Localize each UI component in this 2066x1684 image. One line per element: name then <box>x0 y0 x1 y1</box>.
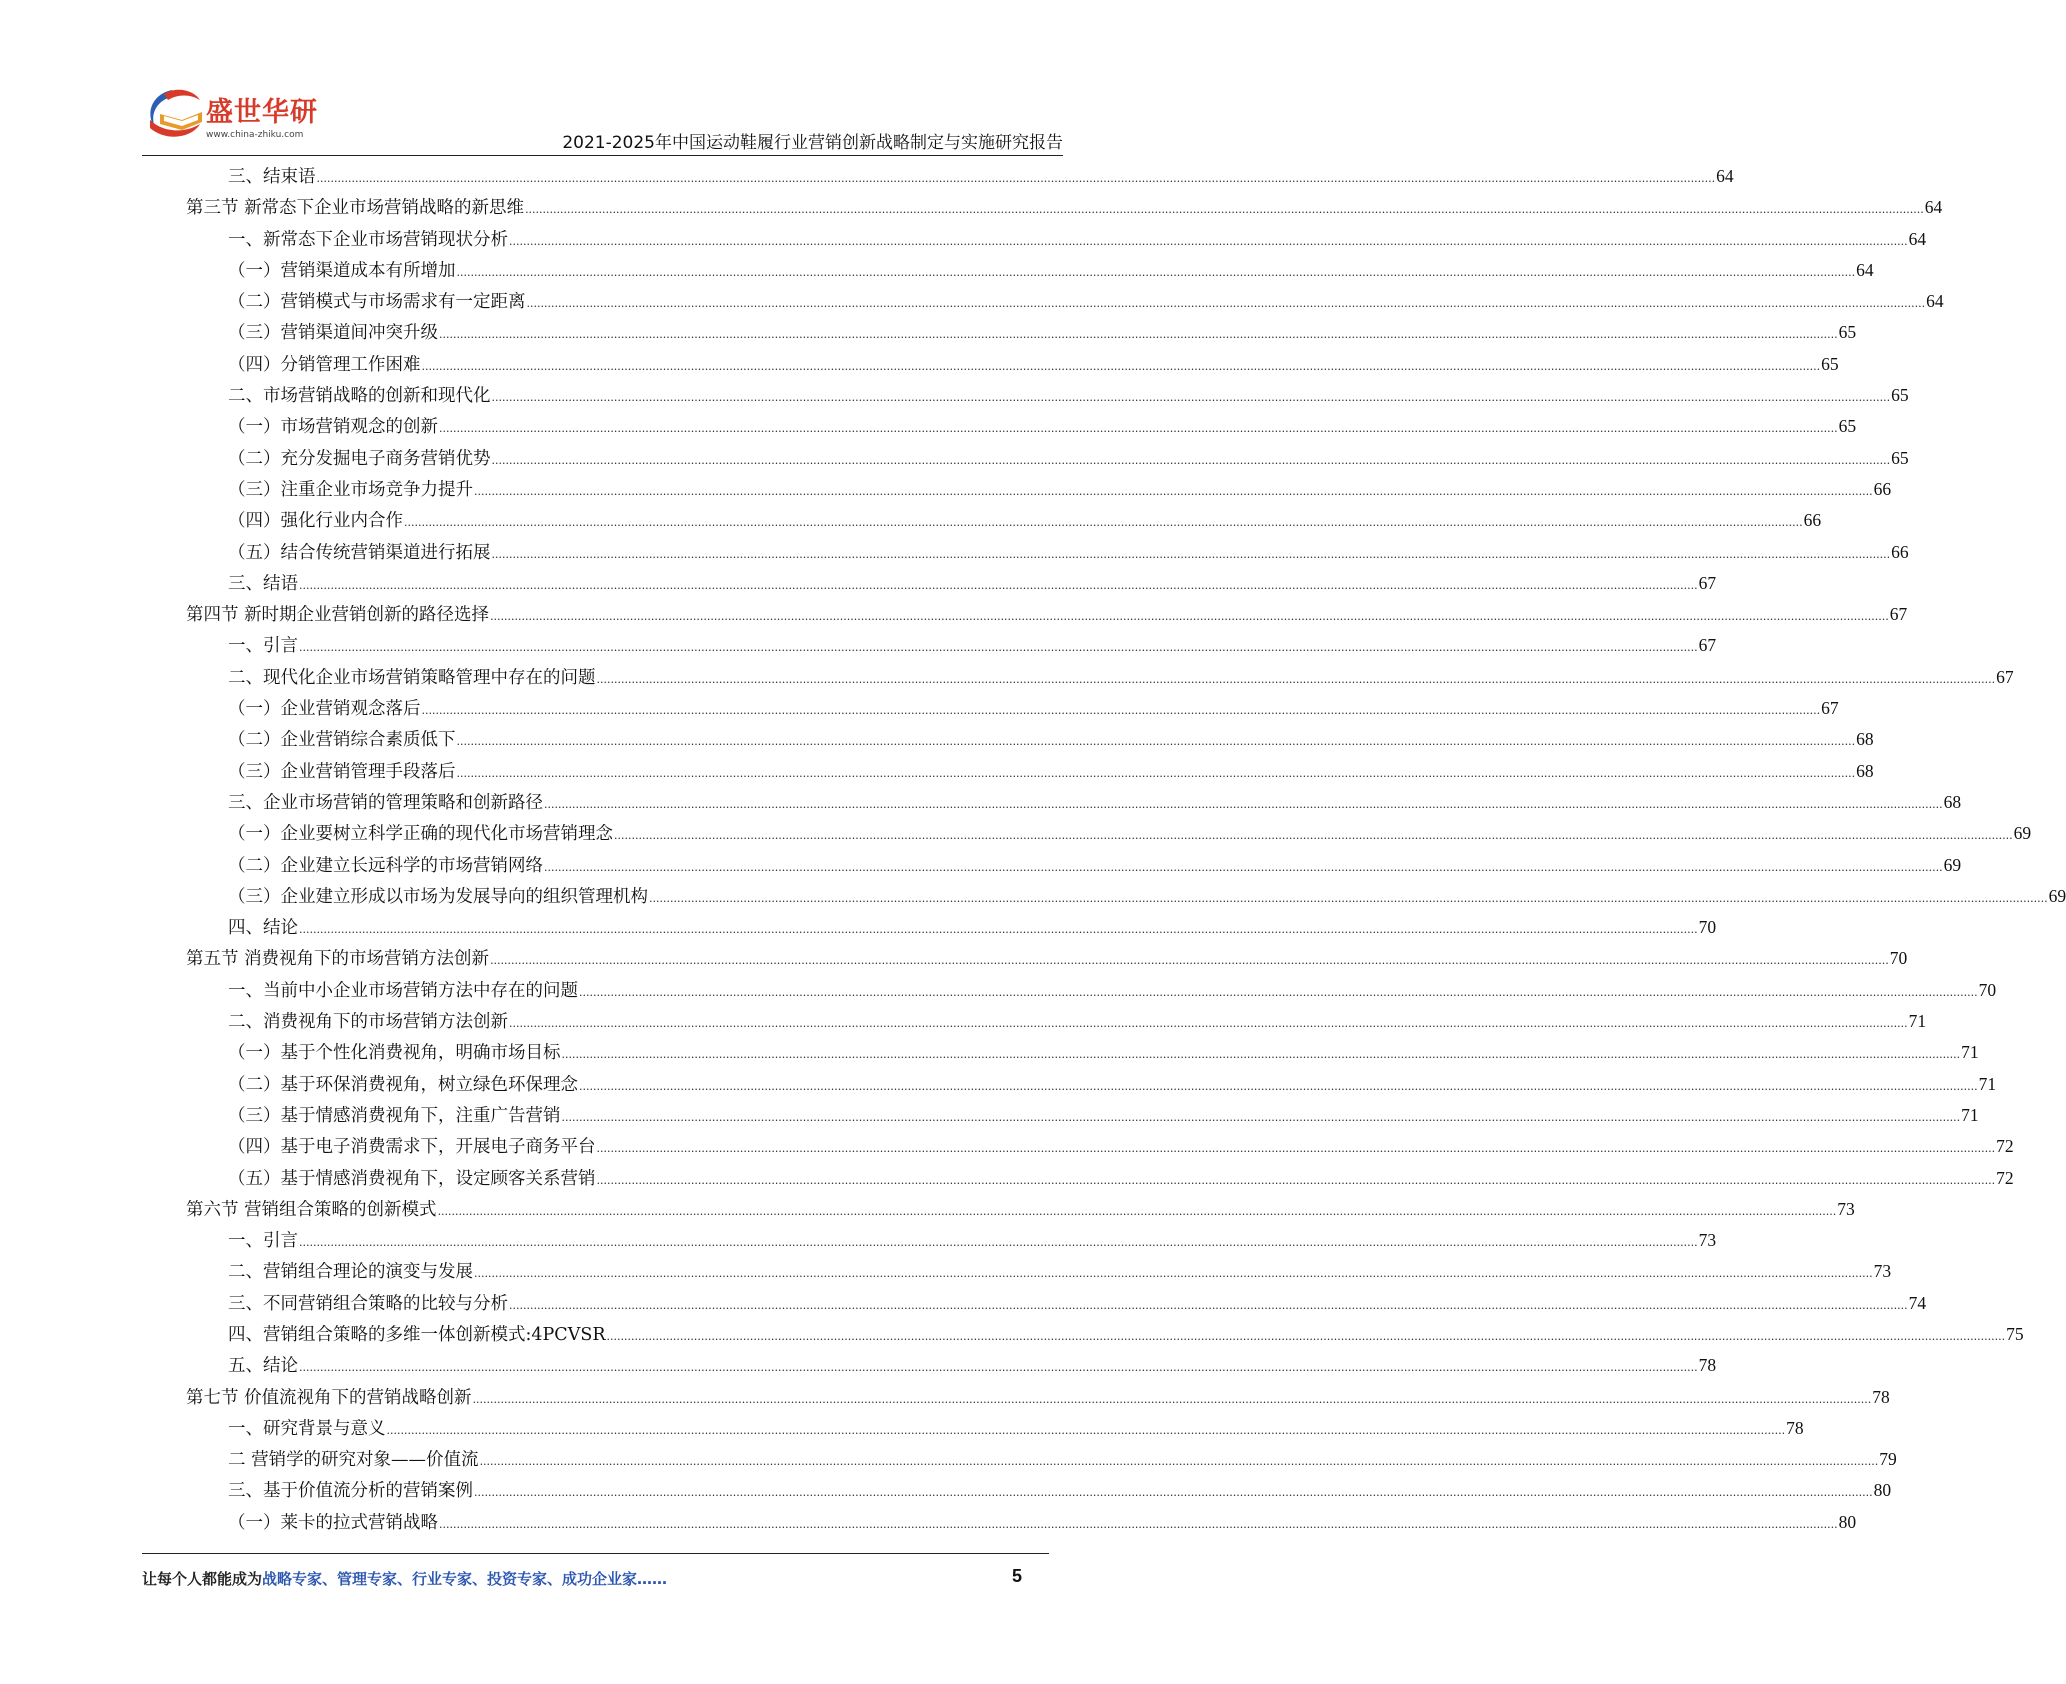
toc-dot-leader: ................................................................................................................................................................................................................................................................................................................................................................................................................ <box>491 453 1891 467</box>
toc-entry-page: 80 <box>1838 1511 1857 1532</box>
toc-dot-leader: ................................................................................................................................................................................................................................................................................................................................................................................................................ <box>421 704 1821 718</box>
toc-entry[interactable] <box>186 599 1908 630</box>
toc-entry[interactable] <box>186 724 1874 755</box>
toc-dot-leader: ................................................................................................................................................................................................................................................................................................................................................................................................................ <box>491 391 1891 405</box>
toc-entry[interactable] <box>186 912 1717 943</box>
toc-dot-leader: ................................................................................................................................................................................................................................................................................................................................................................................................................ <box>491 547 1891 561</box>
toc-entry-page: 68 <box>1943 791 1962 812</box>
toc-entry-page: 65 <box>1821 353 1839 374</box>
toc-entry-title: 第三节 新常态下企业市场营销战略的新思维 <box>186 198 525 219</box>
toc-entry[interactable] <box>186 1382 1890 1413</box>
toc-entry[interactable] <box>186 1131 2014 1162</box>
toc-entry[interactable] <box>186 1194 1855 1225</box>
page-number: 5 <box>1012 1566 1023 1586</box>
toc-dot-leader: ................................................................................................................................................................................................................................................................................................................................................................................................................ <box>561 1110 1961 1124</box>
toc-dot-leader: ................................................................................................................................................................................................................................................................................................................................................................................................................ <box>525 203 1924 217</box>
logo-website: www.china-zhiku.com <box>206 130 304 140</box>
toc-entry-title: 第六节 营销组合策略的创新模式 <box>186 1199 437 1220</box>
toc-entry-title: （三）企业建立形成以市场为发展导向的组织管理机构 <box>228 886 648 907</box>
toc-dot-leader: ................................................................................................................................................................................................................................................................................................................................................................................................................ <box>386 1423 1786 1437</box>
toc-entry-page: 67 <box>1698 635 1717 656</box>
toc-entry-page: 65 <box>1891 385 1909 406</box>
toc-entry-title: （三）企业营销管理手段落后 <box>228 761 456 782</box>
toc-dot-leader: ................................................................................................................................................................................................................................................................................................................................................................................................................ <box>561 1048 1961 1062</box>
toc-dot-leader: ................................................................................................................................................................................................................................................................................................................................................................................................................ <box>299 1236 1698 1250</box>
toc-dot-leader: ................................................................................................................................................................................................................................................................................................................................................................................................................ <box>472 1392 1872 1406</box>
toc-entry-title: 一、研究背景与意义 <box>228 1418 386 1439</box>
toc-entry-title: （一）企业要树立科学正确的现代化市场营销理念 <box>228 824 613 845</box>
toc-dot-leader: ................................................................................................................................................................................................................................................................................................................................................................................................................ <box>509 1017 1908 1031</box>
footer-slogan-prefix: 让每个人都能成为 <box>142 1570 263 1588</box>
toc-dot-leader: ................................................................................................................................................................................................................................................................................................................................................................................................................ <box>316 172 1716 185</box>
toc-dot-leader: ................................................................................................................................................................................................................................................................................................................................................................................................................ <box>474 1486 1873 1500</box>
toc-entry-title: 第四节 新时期企业营销创新的路径选择 <box>186 605 490 626</box>
toc-entry-page: 72 <box>1996 1167 2014 1188</box>
toc-entry-page: 69 <box>2048 885 2066 906</box>
toc-entry-title: （三）基于情感消费视角下，注重广告营销 <box>228 1105 561 1126</box>
toc-dot-leader: ................................................................................................................................................................................................................................................................................................................................................................................................................ <box>649 891 2048 905</box>
footer-slogan-highlight: 战略专家、管理专家、行业专家、投资专家、成功企业家…… <box>262 1570 668 1588</box>
toc-dot-leader: ................................................................................................................................................................................................................................................................................................................................................................................................................ <box>439 1517 1838 1531</box>
toc-entry-title: （二）基于环保消费视角，树立绿色环保理念 <box>228 1074 578 1095</box>
toc-entry-page: 64 <box>1908 228 1927 249</box>
table-of-contents <box>186 161 2066 1538</box>
toc-entry-title: （五）基于情感消费视角下，设定顾客关系营销 <box>228 1168 596 1189</box>
toc-entry[interactable] <box>186 1288 1927 1319</box>
toc-dot-leader: ................................................................................................................................................................................................................................................................................................................................................................................................................ <box>439 422 1838 436</box>
toc-dot-leader: ................................................................................................................................................................................................................................................................................................................................................................................................................ <box>509 234 1908 248</box>
toc-entry-page: 80 <box>1873 1480 1892 1501</box>
toc-entry-title: （二）营销模式与市场需求有一定距离 <box>228 292 526 313</box>
document-title: 2021-2025年中国运动鞋履行业营销创新战略制定与实施研究报告 <box>562 133 1063 153</box>
toc-entry[interactable] <box>186 1319 2024 1350</box>
toc-entry-page: 66 <box>1873 478 1892 499</box>
toc-entry-title: （一）莱卡的拉式营销战略 <box>228 1512 438 1533</box>
toc-entry-title: （二）充分发掘电子商务营销优势 <box>228 448 491 469</box>
toc-entry-page: 67 <box>1996 666 2014 687</box>
toc-dot-leader: ................................................................................................................................................................................................................................................................................................................................................................................................................ <box>437 1204 1837 1218</box>
toc-entry[interactable] <box>186 818 2032 849</box>
toc-entry-page: 73 <box>1698 1230 1717 1251</box>
toc-entry-title: 四、营销组合策略的多维一体创新模式:4PCVSR <box>228 1324 606 1345</box>
toc-entry-page: 78 <box>1872 1386 1890 1407</box>
toc-entry-page: 70 <box>1889 948 1908 969</box>
toc-dot-leader: ................................................................................................................................................................................................................................................................................................................................................................................................................ <box>596 1142 1996 1156</box>
toc-entry-title: 二、现代化企业市场营销策略管理中存在的问题 <box>228 667 596 688</box>
toc-entry-page: 74 <box>1908 1292 1927 1313</box>
toc-dot-leader: ................................................................................................................................................................................................................................................................................................................................................................................................................ <box>421 359 1821 373</box>
toc-entry-page: 69 <box>1943 854 1962 875</box>
toc-entry-title: （四）分销管理工作困难 <box>228 354 421 375</box>
toc-entry-title: 一、新常态下企业市场营销现状分析 <box>228 229 508 250</box>
toc-entry-page: 69 <box>2013 823 2032 844</box>
toc-entry-page: 65 <box>1838 322 1857 343</box>
toc-entry-page: 70 <box>1978 979 1997 1000</box>
toc-entry-page: 66 <box>1803 510 1822 531</box>
toc-entry[interactable] <box>186 349 1839 380</box>
toc-dot-leader: ................................................................................................................................................................................................................................................................................................................................................................................................................ <box>544 860 1943 874</box>
toc-entry[interactable] <box>186 787 1962 818</box>
toc-dot-leader: ................................................................................................................................................................................................................................................................................................................................................................................................................ <box>299 1361 1698 1375</box>
toc-entry-title: （四）基于电子消费需求下，开展电子商务平台 <box>228 1137 596 1158</box>
toc-entry-title: （三）营销渠道间冲突升级 <box>228 323 438 344</box>
toc-dot-leader: ................................................................................................................................................................................................................................................................................................................................................................................................................ <box>456 265 1856 279</box>
toc-entry[interactable] <box>186 693 1839 724</box>
footer-divider <box>142 1553 1049 1554</box>
toc-entry-page: 71 <box>1978 1073 1997 1094</box>
toc-dot-leader: ................................................................................................................................................................................................................................................................................................................................................................................................................ <box>544 797 1943 811</box>
toc-entry-page: 79 <box>1879 1449 1897 1470</box>
toc-entry-title: 一、当前中小企业市场营销方法中存在的问题 <box>228 980 578 1001</box>
toc-entry-title: （二）企业营销综合素质低下 <box>228 730 456 751</box>
toc-entry-title: （一）营销渠道成本有所增加 <box>228 260 456 281</box>
logo-brand-name: 盛世华研 <box>206 97 318 128</box>
toc-entry-title: 二、营销组合理论的演变与发展 <box>228 1262 473 1283</box>
toc-dot-leader: ................................................................................................................................................................................................................................................................................................................................................................................................................ <box>439 328 1838 342</box>
toc-entry-page: 64 <box>1856 259 1874 280</box>
toc-entry-title: （三）注重企业市场竞争力提升 <box>228 479 473 500</box>
toc-entry[interactable] <box>186 881 2066 912</box>
toc-entry-title: （一）基于个性化消费视角，明确市场目标 <box>228 1043 561 1064</box>
toc-entry[interactable] <box>186 505 1822 536</box>
toc-entry-page: 75 <box>2006 1323 2024 1344</box>
toc-dot-leader: ................................................................................................................................................................................................................................................................................................................................................................................................................ <box>614 829 2013 843</box>
toc-entry[interactable] <box>186 161 1734 192</box>
toc-dot-leader: ................................................................................................................................................................................................................................................................................................................................................................................................................ <box>579 985 1978 999</box>
toc-dot-leader: ................................................................................................................................................................................................................................................................................................................................................................................................................ <box>579 1079 1978 1093</box>
toc-entry[interactable] <box>186 1225 1717 1256</box>
toc-entry[interactable] <box>186 474 1892 505</box>
header-divider <box>142 155 1063 156</box>
toc-entry[interactable] <box>186 443 1909 474</box>
toc-entry-page: 67 <box>1698 572 1717 593</box>
toc-entry-page: 71 <box>1961 1042 1979 1063</box>
toc-entry[interactable] <box>186 1413 1804 1444</box>
toc-entry-page: 64 <box>1924 197 1943 218</box>
toc-entry-page: 73 <box>1873 1261 1892 1282</box>
toc-entry[interactable] <box>186 1444 1897 1475</box>
toc-dot-leader: ................................................................................................................................................................................................................................................................................................................................................................................................................ <box>456 766 1856 780</box>
toc-dot-leader: ................................................................................................................................................................................................................................................................................................................................................................................................................ <box>479 1455 1879 1469</box>
toc-entry[interactable] <box>186 192 1943 223</box>
toc-dot-leader: ................................................................................................................................................................................................................................................................................................................................................................................................................ <box>474 1267 1873 1281</box>
toc-entry[interactable] <box>186 1163 2014 1194</box>
toc-entry[interactable] <box>186 224 1927 255</box>
toc-dot-leader: ................................................................................................................................................................................................................................................................................................................................................................................................................ <box>509 1298 1908 1312</box>
toc-entry-title: 三、结束语 <box>228 167 316 187</box>
toc-entry-title: 一、引言 <box>228 1231 298 1252</box>
toc-entry[interactable] <box>186 317 1857 348</box>
toc-entry-title: 三、企业市场营销的管理策略和创新路径 <box>228 792 543 813</box>
toc-entry-title: 第七节 价值流视角下的营销战略创新 <box>186 1387 472 1408</box>
toc-entry-page: 70 <box>1698 917 1717 938</box>
toc-entry-page: 68 <box>1856 729 1874 750</box>
toc-entry[interactable] <box>186 537 1909 568</box>
toc-dot-leader: ................................................................................................................................................................................................................................................................................................................................................................................................................ <box>299 578 1698 592</box>
toc-entry-title: 三、结语 <box>228 573 298 594</box>
toc-entry[interactable] <box>186 1069 1997 1100</box>
toc-entry[interactable] <box>186 1350 1717 1381</box>
toc-dot-leader: ................................................................................................................................................................................................................................................................................................................................................................................................................ <box>596 1173 1996 1187</box>
toc-entry-title: 四、结论 <box>228 918 298 939</box>
toc-entry-page: 78 <box>1786 1417 1804 1438</box>
toc-entry-page: 66 <box>1891 541 1909 562</box>
toc-entry-page: 64 <box>1716 166 1734 186</box>
toc-entry[interactable] <box>186 1507 1857 1538</box>
toc-entry-title: 五、结论 <box>228 1356 298 1377</box>
toc-entry-page: 68 <box>1856 760 1874 781</box>
toc-entry[interactable] <box>186 411 1857 442</box>
toc-entry-title: （一）企业营销观念落后 <box>228 699 421 720</box>
toc-dot-leader: ................................................................................................................................................................................................................................................................................................................................................................................................................ <box>456 735 1856 749</box>
toc-entry-title: 二、消费视角下的市场营销方法创新 <box>228 1012 508 1033</box>
toc-entry[interactable] <box>186 943 1908 974</box>
toc-entry-title: 二 营销学的研究对象——价值流 <box>228 1450 479 1471</box>
toc-entry[interactable] <box>186 286 1944 317</box>
toc-entry[interactable] <box>186 1256 1892 1287</box>
toc-dot-leader: ................................................................................................................................................................................................................................................................................................................................................................................................................ <box>526 297 1926 311</box>
toc-dot-leader: ................................................................................................................................................................................................................................................................................................................................................................................................................ <box>299 641 1698 655</box>
toc-entry-title: 一、引言 <box>228 636 298 657</box>
toc-entry[interactable] <box>186 1100 1979 1131</box>
toc-dot-leader: ................................................................................................................................................................................................................................................................................................................................................................................................................ <box>606 1329 2006 1343</box>
toc-dot-leader: ................................................................................................................................................................................................................................................................................................................................................................................................................ <box>490 954 1889 968</box>
toc-entry-title: （二）企业建立长远科学的市场营销网络 <box>228 855 543 876</box>
toc-entry-title: 三、不同营销组合策略的比较与分析 <box>228 1293 508 1314</box>
toc-entry-page: 65 <box>1891 447 1909 468</box>
toc-entry-page: 67 <box>1889 604 1908 625</box>
toc-entry-page: 64 <box>1926 291 1944 312</box>
toc-entry[interactable] <box>186 630 1717 661</box>
toc-entry-title: （四）强化行业内合作 <box>228 511 403 532</box>
toc-entry-page: 73 <box>1837 1198 1855 1219</box>
toc-entry-page: 71 <box>1908 1011 1927 1032</box>
toc-entry-title: 第五节 消费视角下的市场营销方法创新 <box>186 949 490 970</box>
toc-entry[interactable] <box>186 756 1874 787</box>
toc-entry[interactable] <box>186 568 1717 599</box>
toc-entry[interactable] <box>186 380 1909 411</box>
toc-entry[interactable] <box>186 662 2014 693</box>
toc-entry[interactable] <box>186 1006 1927 1037</box>
toc-entry[interactable] <box>186 1475 1892 1506</box>
toc-entry-title: （一）市场营销观念的创新 <box>228 417 438 438</box>
toc-entry-page: 65 <box>1838 416 1857 437</box>
toc-dot-leader: ................................................................................................................................................................................................................................................................................................................................................................................................................ <box>490 610 1889 624</box>
toc-entry-page: 72 <box>1996 1136 2014 1157</box>
toc-entry[interactable] <box>186 975 1997 1006</box>
toc-entry-title: 三、基于价值流分析的营销案例 <box>228 1481 473 1502</box>
toc-entry-page: 71 <box>1961 1104 1979 1125</box>
toc-entry[interactable] <box>186 850 1962 881</box>
toc-dot-leader: ................................................................................................................................................................................................................................................................................................................................................................................................................ <box>404 516 1803 530</box>
toc-entry[interactable] <box>186 1037 1979 1068</box>
toc-dot-leader: ................................................................................................................................................................................................................................................................................................................................................................................................................ <box>596 672 1996 686</box>
toc-entry-page: 78 <box>1698 1355 1717 1376</box>
footer-slogan <box>142 1568 667 1589</box>
toc-dot-leader: ................................................................................................................................................................................................................................................................................................................................................................................................................ <box>299 923 1698 937</box>
toc-entry-page: 67 <box>1821 698 1839 719</box>
toc-entry-title: 二、市场营销战略的创新和现代化 <box>228 386 491 407</box>
toc-dot-leader: ................................................................................................................................................................................................................................................................................................................................................................................................................ <box>474 484 1873 498</box>
toc-entry-title: （五）结合传统营销渠道进行拓展 <box>228 542 491 563</box>
toc-entry[interactable] <box>186 255 1874 286</box>
